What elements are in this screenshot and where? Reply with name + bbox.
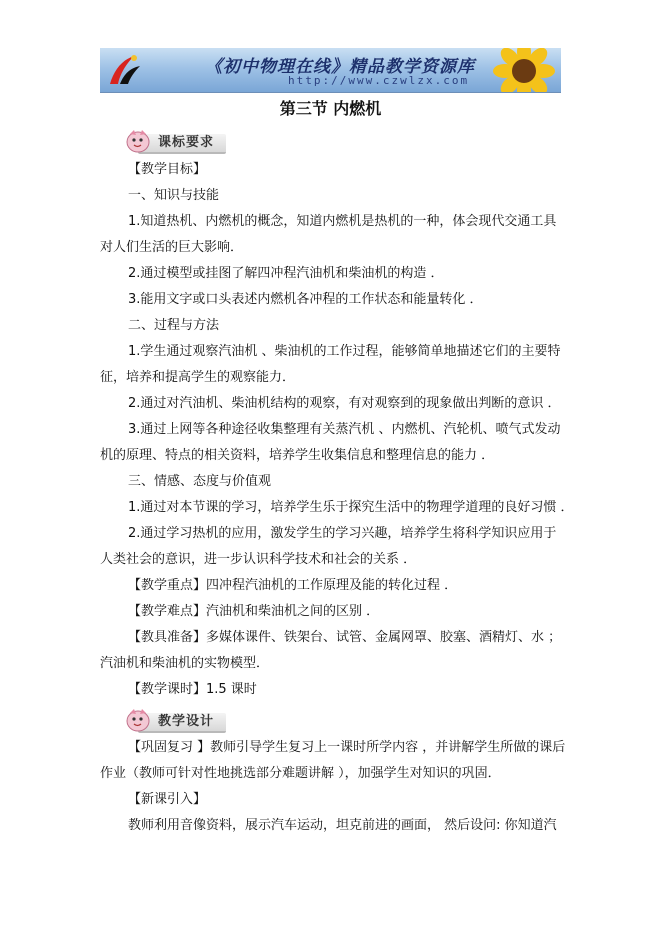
text-line: 【教学课时】1.5 课时: [128, 682, 257, 697]
text-line: 人类社会的意识，进一步认识科学技术和社会的关系 ．: [100, 552, 417, 567]
sunflower-icon: [479, 48, 561, 93]
header-banner: [100, 48, 561, 93]
text-line: 1.学生通过观察汽油机 、柴油机的工作过程，能够简单地描述它们的主要特: [128, 344, 561, 359]
banner-url: http://www.czwlzx.com: [288, 74, 470, 87]
text-line: 2.通过学习热机的应用，激发学生的学习兴趣，培养学生将科学知识应用于: [128, 526, 557, 541]
text-line: 【教学目标】: [128, 162, 207, 177]
text-line: 3.通过上网等各种途径收集整理有关蒸汽机 、内燃机、汽轮机、喷气式发动: [128, 422, 561, 437]
text-line: 教师利用音像资料，展示汽车运动，坦克前进的画面， 然后设问: 你知道汽: [128, 818, 557, 833]
text-line: 2.通过模型或挂图了解四冲程汽油机和柴油机的构造 ．: [128, 266, 444, 281]
text-line: 【教学重点】四冲程汽油机的工作原理及能的转化过程 ．: [128, 578, 458, 593]
text-line: 【教具准备】多媒体课件、铁架台、试管、金属网罩、胶塞、酒精灯、水 ；: [128, 630, 562, 645]
text-line: 【教学难点】汽油机和柴油机之间的区别 ．: [128, 604, 380, 619]
banner-title: 《初中物理在线》精品教学资源库: [205, 57, 475, 77]
text-line: 1.知道热机、内燃机的概念，知道内燃机是热机的一种，体会现代交通工具: [128, 214, 557, 229]
section-tag-design: [124, 707, 228, 733]
text-line: 三、情感、态度与价值观: [128, 474, 272, 489]
text-line: 1.通过对本节课的学习，培养学生乐于探究生活中的物理学道理的良好习惯 ．: [128, 500, 574, 515]
text-line: 【新课引入】: [128, 792, 207, 807]
section-tag-standards: [124, 128, 228, 154]
text-line: 对人们生活的巨大影响．: [100, 240, 244, 255]
text-line: 【巩固复习 】教师引导学生复习上一课时所学内容 ，并讲解学生所做的课后: [128, 740, 566, 755]
text-line: 作业（教师可针对性地挑选部分难题讲解 ），加强学生对知识的巩固．: [100, 766, 501, 781]
text-line: 征，培养和提高学生的观察能力．: [100, 370, 296, 385]
text-line: 3.能用文字或口头表述内燃机各冲程的工作状态和能量转化 ．: [128, 292, 483, 307]
cartoon-icon: [124, 128, 154, 154]
tag-label: 课标要求: [158, 135, 215, 150]
page-title: 第三节 内燃机: [279, 99, 382, 118]
text-line: 2.通过对汽油机、柴油机结构的观察，有对观察到的现象做出判断的意识 ．: [128, 396, 561, 411]
text-line: 机的原理、特点的相关资料，培养学生收集信息和整理信息的能力 ．: [100, 448, 495, 463]
text-line: 汽油机和柴油机的实物模型．: [100, 656, 270, 671]
site-logo-icon: [104, 50, 144, 90]
text-line: 二、过程与方法: [128, 318, 220, 333]
text-line: 一、知识与技能: [128, 188, 220, 203]
cartoon-icon: [124, 707, 154, 733]
tag-label: 教学设计: [158, 714, 215, 729]
